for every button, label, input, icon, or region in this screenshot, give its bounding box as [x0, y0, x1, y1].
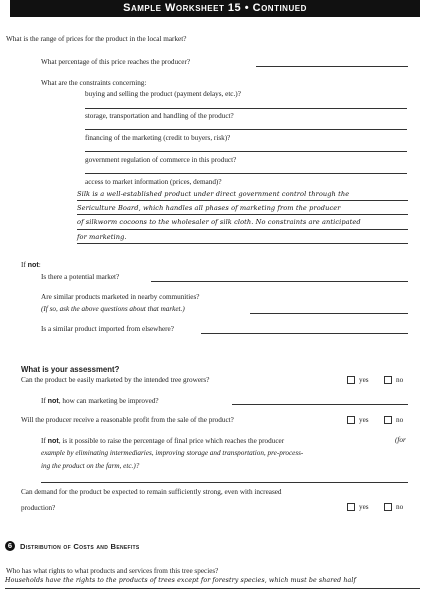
worksheet-header: Sample Worksheet 15 • Continued — [10, 0, 420, 17]
question-demand-line-1: Can demand for the product be expected to remain sufficiently strong, even with increased — [21, 488, 282, 496]
assessment-heading: What is your assessment? — [21, 365, 120, 374]
profit-no-checkbox[interactable] — [384, 416, 392, 424]
handwritten-answer-line-2: Sericulture Board, which handles all phases of marketing from the producer — [77, 204, 341, 212]
constraint-financing: financing of the marketing (credit to buyers, risk)? — [85, 134, 231, 142]
question-raise-note-3: ing the product on the farm, etc.)? — [41, 462, 140, 470]
constraint-buying: buying and selling the product (payment delays, etc.)? — [85, 90, 241, 98]
question-raise-note-start: (for — [395, 436, 406, 444]
question-price-range: What is the range of prices for the product in the local market? — [6, 35, 187, 43]
question-easily-marketed: Can the product be easily marketed by the intended tree growers? — [21, 376, 210, 384]
question-imported: Is a similar product imported from elsewhere? — [41, 325, 174, 333]
answer-line-raise[interactable] — [41, 482, 408, 483]
profit-no-label: no — [396, 416, 404, 424]
constraint-regulation: government regulation of commerce in this product? — [85, 156, 237, 164]
handwritten-answer-rights: Households have the rights to the products of trees except for forestry species, which must be shared half — [5, 577, 356, 584]
answer-line-2[interactable] — [77, 214, 408, 215]
question-improve-marketing: If not, how can marketing be improved? — [41, 396, 159, 405]
answer-line-financing[interactable] — [85, 151, 407, 152]
question-potential-market: Is there a potential market? — [41, 273, 120, 281]
handwritten-answer-line-4: for marketing. — [77, 233, 127, 241]
easily-no-checkbox[interactable] — [384, 376, 392, 384]
question-raise-note-2: example by eliminating intermediaries, improving storage and transportation, pre-process- — [41, 449, 304, 457]
question-demand-line-2: production? — [21, 504, 56, 512]
answer-line-potential[interactable] — [151, 281, 408, 282]
constraint-market-info: access to market information (prices, demand)? — [85, 178, 222, 186]
question-similar-note: (If so, ask the above questions about that market.) — [41, 305, 185, 313]
handwritten-answer-line-1: Silk is a well-established product under direct government control through the — [77, 190, 350, 198]
answer-line-percentage[interactable] — [256, 66, 408, 67]
question-rights: Who has what rights to what products and services from this tree species? — [6, 567, 219, 575]
answer-line-storage[interactable] — [85, 129, 407, 130]
profit-yes-label: yes — [359, 416, 369, 424]
answer-line-improve[interactable] — [232, 404, 408, 405]
easily-no-label: no — [396, 376, 404, 384]
question-similar-products: Are similar products marketed in nearby communities? — [41, 293, 200, 301]
answer-line-similar[interactable] — [250, 313, 408, 314]
easily-yes-label: yes — [359, 376, 369, 384]
handwritten-answer-line-3: of silkworm cocoons to the wholesaler of silk cloth. No constraints are anticipated — [77, 218, 361, 226]
answer-line-3[interactable] — [77, 229, 408, 230]
demand-yes-checkbox[interactable] — [347, 503, 355, 511]
demand-no-label: no — [396, 503, 404, 511]
demand-no-checkbox[interactable] — [384, 503, 392, 511]
answer-line-rights[interactable] — [5, 588, 420, 589]
easily-yes-checkbox[interactable] — [347, 376, 355, 384]
if-not-label: If not: — [21, 260, 41, 269]
answer-line-1[interactable] — [77, 200, 408, 201]
answer-line-buying[interactable] — [85, 108, 407, 109]
question-constraints: What are the constraints concerning: — [41, 79, 147, 87]
section-6-number-badge: 6 — [5, 541, 15, 551]
answer-line-4[interactable] — [77, 243, 408, 244]
constraint-storage: storage, transportation and handling of the product? — [85, 112, 234, 120]
question-raise-percentage: If not, is it possible to raise the percentage of final price which reaches the producer — [41, 436, 285, 445]
question-percentage: What percentage of this price reaches the producer? — [41, 58, 191, 66]
section-6-title: Distribution of Costs and Benefits — [20, 542, 140, 551]
question-reasonable-profit: Will the producer receive a reasonable profit from the sale of the product? — [21, 416, 234, 424]
answer-line-imported[interactable] — [201, 333, 408, 334]
demand-yes-label: yes — [359, 503, 369, 511]
profit-yes-checkbox[interactable] — [347, 416, 355, 424]
answer-line-regulation[interactable] — [85, 173, 407, 174]
